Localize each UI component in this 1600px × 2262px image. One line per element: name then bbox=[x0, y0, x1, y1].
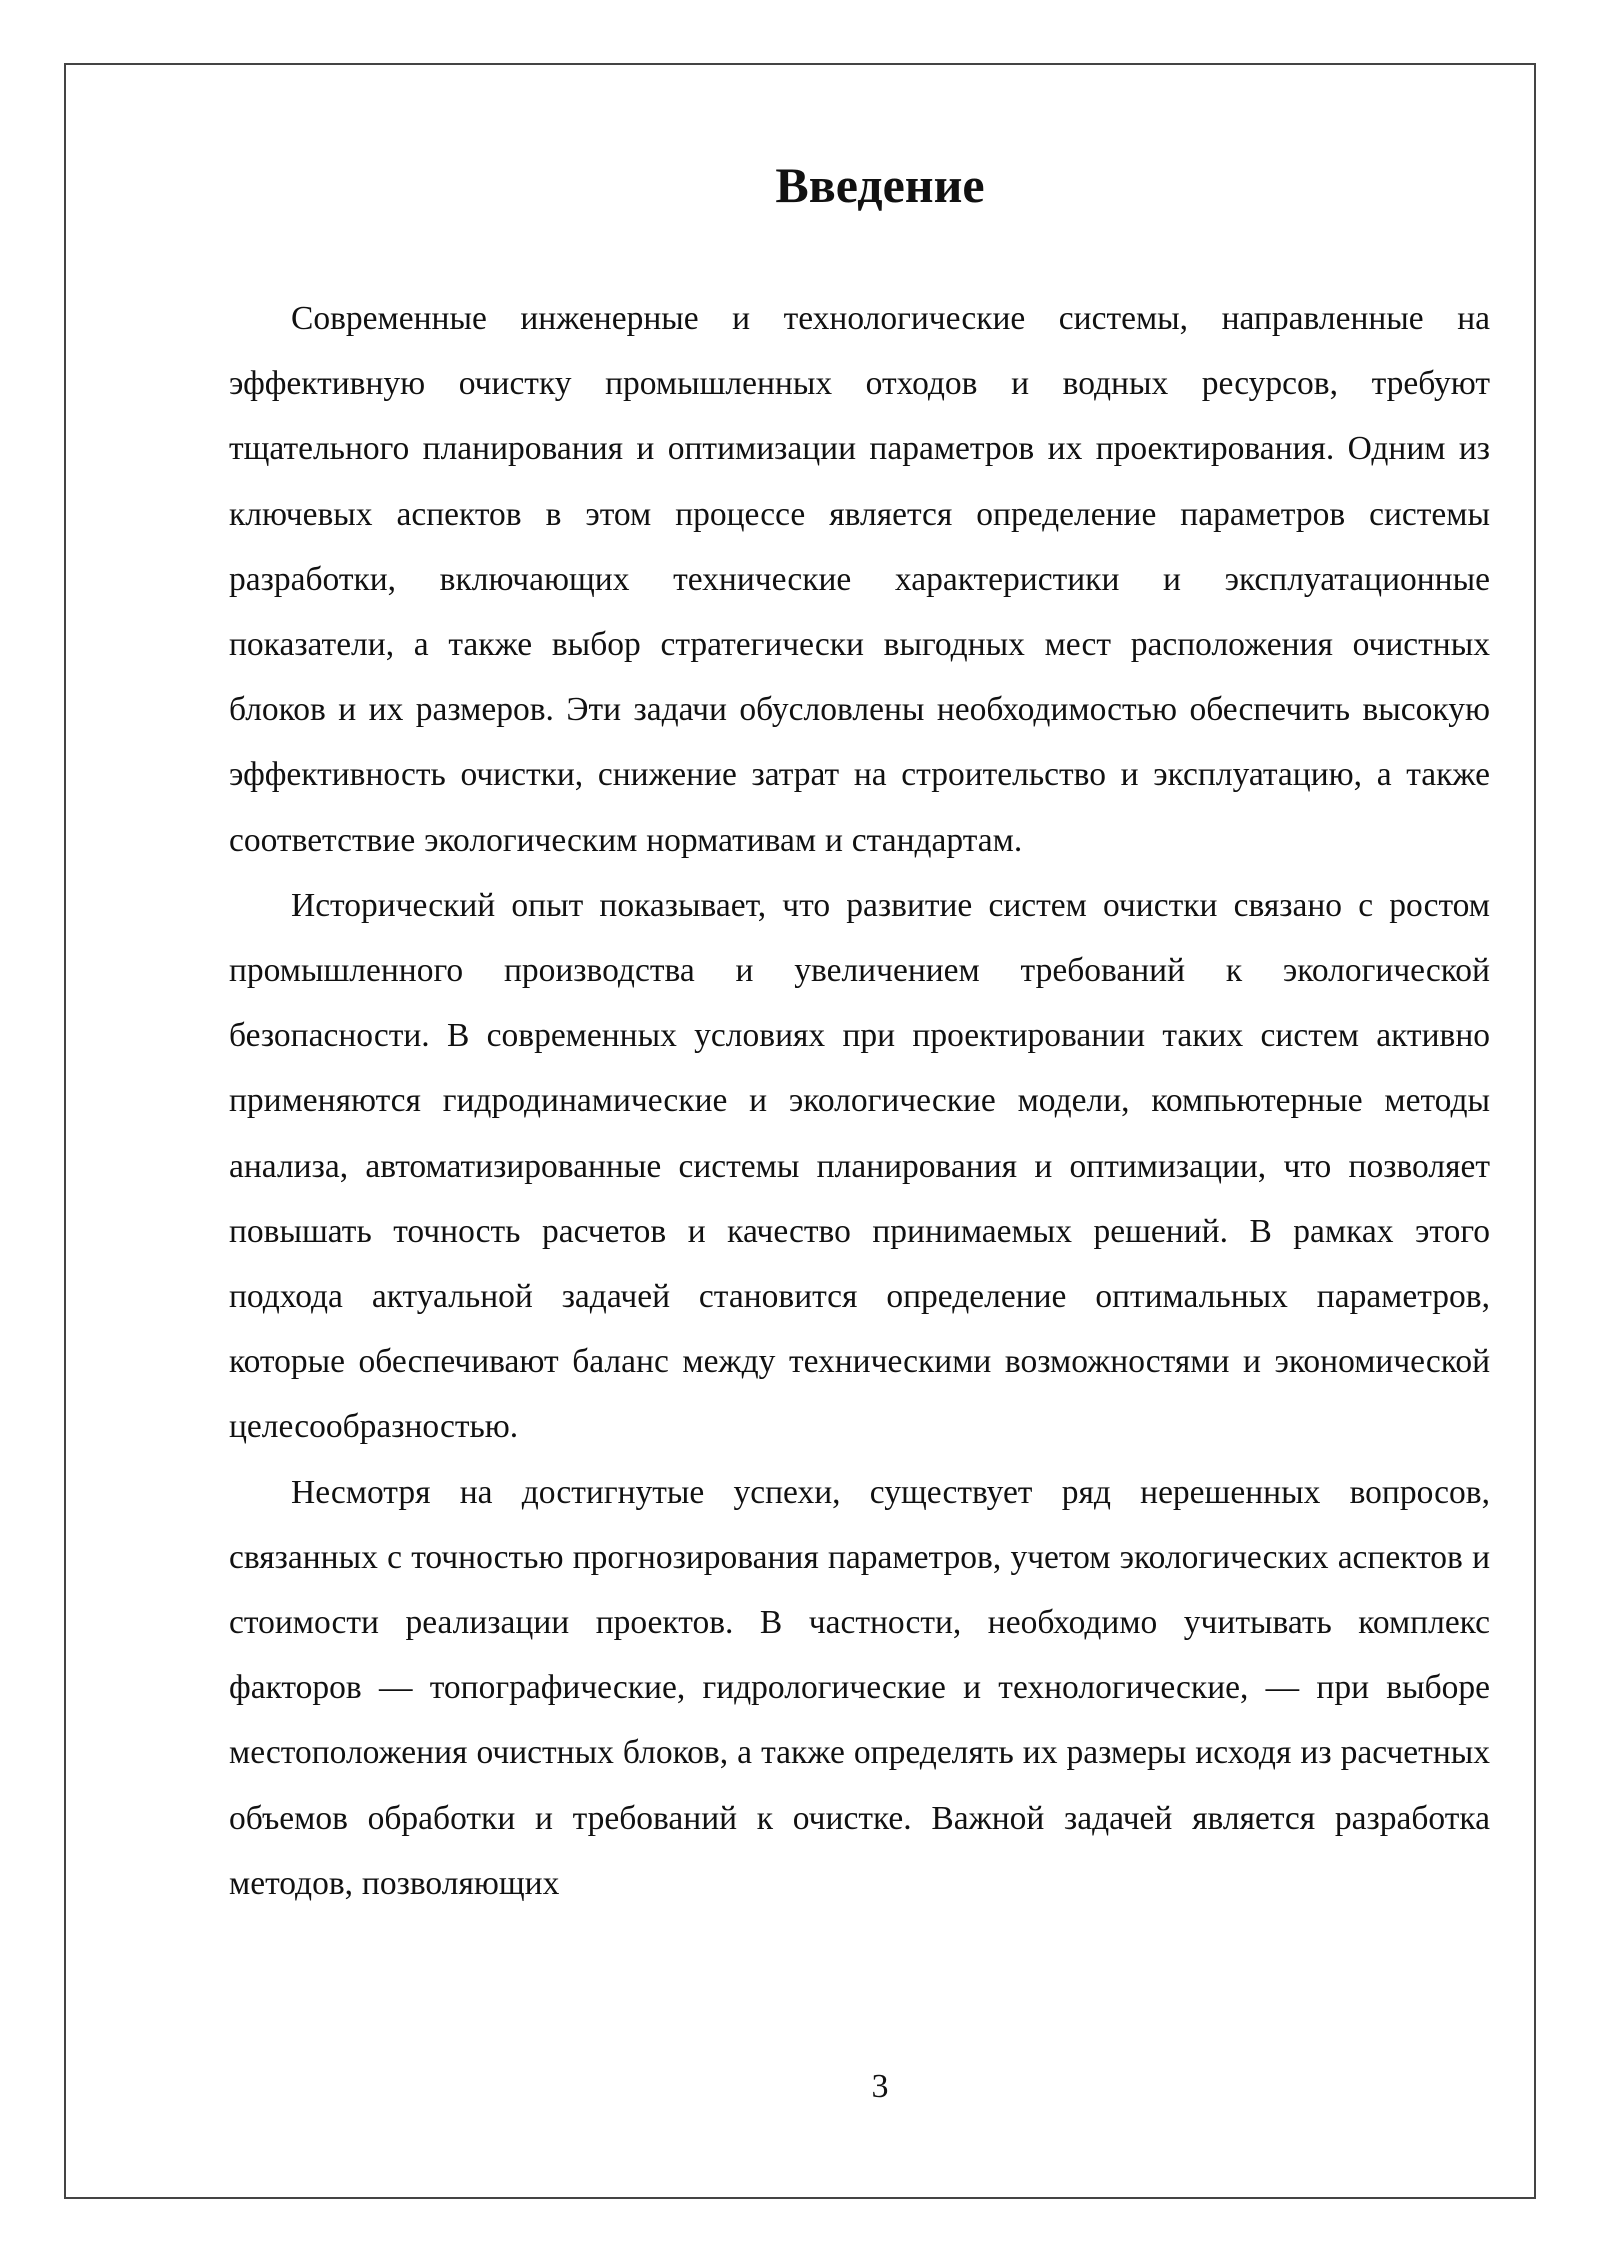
page-title: Введение bbox=[775, 157, 985, 213]
paragraph-3: Несмотря на достигнутые успехи, существует ряд нерешенных вопросов, связанных с точностью прогнозирования параметров, учетом экологических аспектов и стоимости реализации проектов. В частности, необходимо учитывать комплекс факторов — топографические, гидрологические и технологические, — при выборе местоположения очистных блоков, а также определять их размеры исходя из расчетных объемов обработки и требований к очистке. Важной задачей является разработка методов, позволяющих bbox=[229, 1473, 1490, 1902]
paragraph-1: Современные инженерные и технологические системы, направленные на эффективную очистку промышленных отходов и водных ресурсов, требуют тщательного планирования и оптимизации параметров их проектирования. Одним из ключевых аспектов в этом процессе является определение параметров системы разработки, включающих технические характеристики и эксплуатационные показатели, а также выбор стратегически выгодных мест расположения очистных блоков и их размеров. Эти задачи обусловлены необходимостью обеспечить высокую эффективность очистки, снижение затрат на строительство и эксплуатацию, а также соответствие экологическим нормативам и стандартам. bbox=[229, 300, 1490, 859]
document-body bbox=[229, 286, 1490, 1916]
page-number: 3 bbox=[871, 2068, 889, 2105]
paragraph-2: Исторический опыт показывает, что развитие систем очистки связано с ростом промышленного производства и увеличением требований к экологической безопасности. В современных условиях при проектировании таких систем активно применяются гидродинамические и экологические модели, компьютерные методы анализа, автоматизированные системы планирования и оптимизации, что позволяет повышать точность расчетов и качество принимаемых решений. В рамках этого подхода актуальной задачей становится определение оптимальных параметров, которые обеспечивают баланс между техническими возможностями и экономической целесообразностью. bbox=[229, 886, 1490, 1446]
